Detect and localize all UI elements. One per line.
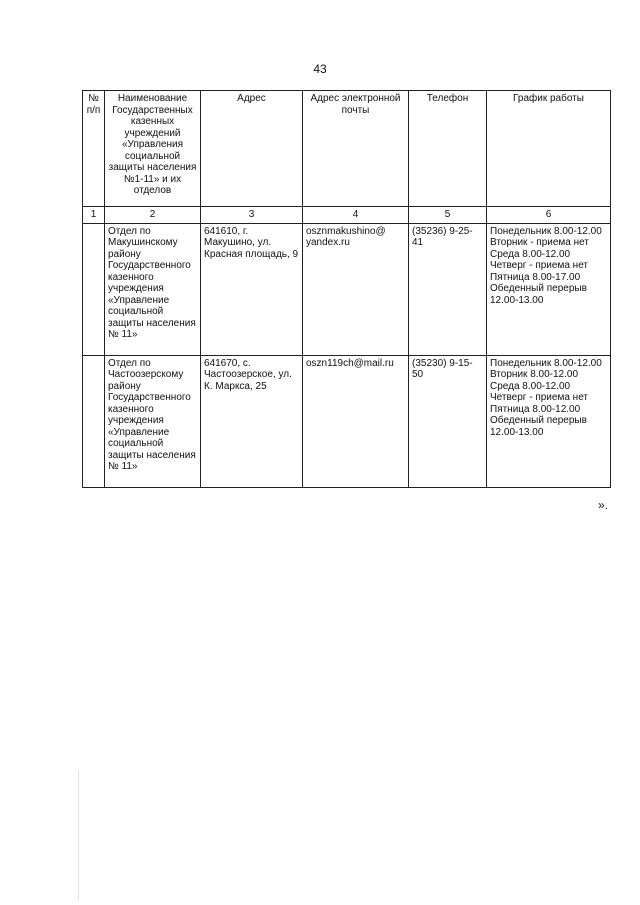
header-phone: Телефон [409, 91, 487, 207]
office-schedule [487, 355, 611, 487]
table-header-row [83, 91, 611, 207]
column-number-row [83, 207, 611, 224]
column-number: 6 [487, 207, 611, 224]
page-number: 43 [313, 62, 327, 76]
closing-quote-mark: ». [597, 498, 608, 512]
schedule-line: Понедельник 8.00-12.00 [490, 357, 602, 369]
office-email: osznmakushino@ yandex.ru [303, 223, 409, 355]
schedule-line: Понедельник 8.00-12.00 [490, 225, 602, 237]
office-name: Отдел по Частоозерскому району Государственного казенного учреждения «Управление социальной защиты населения № 11» [105, 355, 201, 487]
column-number: 1 [83, 207, 105, 224]
header-email: Адрес электронной почты [303, 91, 409, 207]
schedule-line: Четверг - приема нет [490, 260, 589, 271]
column-number: 3 [201, 207, 303, 224]
header-schedule: График работы [487, 91, 611, 207]
offices-table [82, 90, 611, 488]
schedule-line: Пятница 8.00-17.00 [490, 271, 581, 283]
header-address: Адрес [201, 91, 303, 207]
margin-line [78, 770, 79, 900]
schedule-line: Обеденный перерыв 12.00-13.00 [490, 283, 587, 306]
office-schedule [487, 223, 611, 355]
column-number: 5 [409, 207, 487, 224]
schedule-line: Обеденный перерыв 12.00-13.00 [490, 415, 587, 438]
schedule-line: Вторник 8.00-12.00 [490, 369, 579, 380]
header-number: № п/п [83, 91, 105, 207]
header-name: Наименование Государственных казенных учреждений «Управления социальной защиты населения №1-11» и их отделов [105, 91, 201, 207]
column-number: 4 [303, 207, 409, 224]
office-phone: (35236) 9-25-41 [409, 223, 487, 355]
office-phone: (35230) 9-15-50 [409, 355, 487, 487]
office-name: Отдел по Макушинскому району Государственного казенного учреждения «Управление социальной защиты населения № 11» [105, 223, 201, 355]
office-email: oszn119ch@mail.ru [303, 355, 409, 487]
office-address: 641610, г. Макушино, ул. Красная площадь, 9 [201, 223, 303, 355]
schedule-line: Среда 8.00-12.00 [490, 248, 571, 260]
office-address: 641670, с. Частоозерское, ул. К. Маркса, 25 [201, 355, 303, 487]
row-number [83, 355, 105, 487]
table-row [83, 223, 611, 355]
row-number [83, 223, 105, 355]
schedule-line: Четверг - приема нет [490, 392, 589, 403]
schedule-line: Пятница 8.00-12.00 [490, 403, 581, 415]
schedule-line: Среда 8.00-12.00 [490, 380, 571, 392]
column-number: 2 [105, 207, 201, 224]
table-row [83, 355, 611, 487]
schedule-line: Вторник - приема нет [490, 237, 589, 248]
